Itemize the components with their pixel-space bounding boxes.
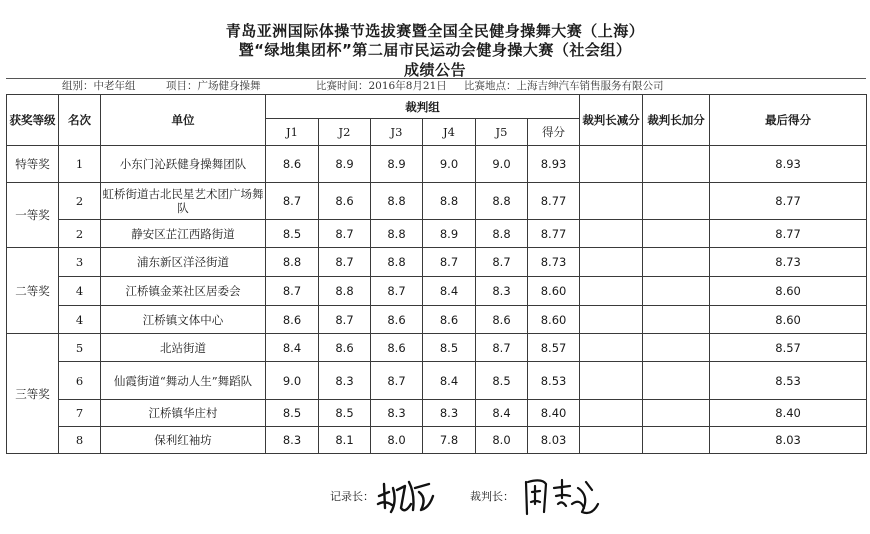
header-score: 得分: [528, 119, 580, 146]
rank-cell: 5: [59, 334, 101, 362]
plus-cell: [643, 220, 710, 248]
score-cell: 8.73: [528, 248, 580, 277]
j2-cell: 8.1: [319, 427, 371, 454]
j4-cell: 8.4: [423, 277, 476, 306]
info-bar: [6, 78, 866, 95]
j1-cell: 8.5: [266, 400, 319, 427]
j1-cell: 8.3: [266, 427, 319, 454]
j1-cell: 8.7: [266, 183, 319, 220]
table-row: [7, 427, 867, 454]
unit-cell: 北站街道: [101, 334, 266, 362]
j3-cell: 8.6: [371, 334, 423, 362]
plus-cell: [643, 306, 710, 334]
j4-cell: 8.6: [423, 306, 476, 334]
award-cell: 三等奖: [7, 334, 59, 454]
score-cell: 8.57: [528, 334, 580, 362]
j2-cell: 8.7: [319, 220, 371, 248]
score-cell: 8.03: [528, 427, 580, 454]
final-cell: 8.93: [710, 146, 867, 183]
unit-cell: 小东门沁跃健身操舞团队: [101, 146, 266, 183]
rank-cell: 8: [59, 427, 101, 454]
j2-cell: 8.5: [319, 400, 371, 427]
j1-cell: 8.6: [266, 306, 319, 334]
header-award: 获奖等级: [7, 95, 59, 146]
score-cell: 8.40: [528, 400, 580, 427]
minus-cell: [580, 306, 643, 334]
header-j3: J3: [371, 119, 423, 146]
header-j5: J5: [476, 119, 528, 146]
minus-cell: [580, 248, 643, 277]
judge-signature: [520, 474, 602, 520]
table-row: [7, 248, 867, 277]
final-cell: 8.60: [710, 306, 867, 334]
unit-cell: 浦东新区洋泾街道: [101, 248, 266, 277]
j3-cell: 8.3: [371, 400, 423, 427]
j3-cell: 8.8: [371, 183, 423, 220]
plus-cell: [643, 362, 710, 400]
j5-cell: 8.7: [476, 248, 528, 277]
header-judges: 裁判组: [266, 95, 580, 119]
award-cell: 特等奖: [7, 146, 59, 183]
final-cell: 8.77: [710, 220, 867, 248]
minus-cell: [580, 427, 643, 454]
j2-cell: 8.6: [319, 334, 371, 362]
rank-cell: 7: [59, 400, 101, 427]
rank-cell: 6: [59, 362, 101, 400]
score-cell: 8.77: [528, 220, 580, 248]
plus-cell: [643, 400, 710, 427]
table-row: [7, 400, 867, 427]
title-line-1: 青岛亚洲国际体操节选拔赛暨全国全民健身操舞大赛（上海）: [225, 22, 645, 40]
j5-cell: 8.6: [476, 306, 528, 334]
info-group: 组别：中老年组: [62, 80, 136, 92]
j2-cell: 8.7: [319, 248, 371, 277]
unit-cell: 静安区芷江西路街道: [101, 220, 266, 248]
j1-cell: 8.4: [266, 334, 319, 362]
j1-cell: 8.8: [266, 248, 319, 277]
unit-cell: 保利红袖坊: [101, 427, 266, 454]
recorder-label: 记录长：: [330, 490, 374, 503]
j1-cell: 8.7: [266, 277, 319, 306]
j2-cell: 8.3: [319, 362, 371, 400]
table-row: [7, 146, 867, 183]
j3-cell: 8.8: [371, 248, 423, 277]
j3-cell: 8.7: [371, 277, 423, 306]
rank-cell: 1: [59, 146, 101, 183]
unit-cell: 江桥镇文体中心: [101, 306, 266, 334]
j2-cell: 8.6: [319, 183, 371, 220]
unit-cell: 仙霞街道“舞动人生”舞蹈队: [101, 362, 266, 400]
j4-cell: 8.8: [423, 183, 476, 220]
award-cell: 二等奖: [7, 248, 59, 334]
plus-cell: [643, 183, 710, 220]
final-cell: 8.03: [710, 427, 867, 454]
table-row: [7, 334, 867, 362]
award-cell: 一等奖: [7, 183, 59, 248]
final-cell: 8.40: [710, 400, 867, 427]
title-line-2: 暨“绿地集团杯”第二届市民运动会健身操大赛（社会组）: [238, 41, 632, 59]
score-cell: 8.60: [528, 306, 580, 334]
j5-cell: 8.8: [476, 183, 528, 220]
score-cell: 8.60: [528, 277, 580, 306]
unit-cell: 江桥镇华庄村: [101, 400, 266, 427]
table-row: [7, 183, 867, 220]
score-cell: 8.53: [528, 362, 580, 400]
plus-cell: [643, 248, 710, 277]
results-table: [6, 94, 867, 454]
j4-cell: 8.4: [423, 362, 476, 400]
score-cell: 8.93: [528, 146, 580, 183]
final-cell: 8.73: [710, 248, 867, 277]
rank-cell: 3: [59, 248, 101, 277]
header-j1: J1: [266, 119, 319, 146]
minus-cell: [580, 183, 643, 220]
final-cell: 8.60: [710, 277, 867, 306]
header-j2: J2: [319, 119, 371, 146]
plus-cell: [643, 277, 710, 306]
table-row: [7, 362, 867, 400]
j5-cell: 9.0: [476, 146, 528, 183]
final-cell: 8.53: [710, 362, 867, 400]
j5-cell: 8.0: [476, 427, 528, 454]
j5-cell: 8.5: [476, 362, 528, 400]
header-plus: 裁判长加分: [643, 95, 710, 146]
j1-cell: 9.0: [266, 362, 319, 400]
j5-cell: 8.8: [476, 220, 528, 248]
table-row: [7, 277, 867, 306]
table-row: [7, 306, 867, 334]
plus-cell: [643, 146, 710, 183]
j3-cell: 8.6: [371, 306, 423, 334]
score-cell: 8.77: [528, 183, 580, 220]
minus-cell: [580, 220, 643, 248]
j2-cell: 8.8: [319, 277, 371, 306]
final-cell: 8.77: [710, 183, 867, 220]
j3-cell: 8.0: [371, 427, 423, 454]
header-final: 最后得分: [710, 95, 867, 146]
judge-label: 裁判长：: [470, 490, 514, 503]
minus-cell: [580, 334, 643, 362]
rank-cell: 4: [59, 277, 101, 306]
j3-cell: 8.7: [371, 362, 423, 400]
info-time: 比赛时间：2016年8月21日: [316, 80, 447, 92]
j5-cell: 8.3: [476, 277, 528, 306]
j2-cell: 8.7: [319, 306, 371, 334]
minus-cell: [580, 362, 643, 400]
info-place: 比赛地点：上海吉绅汽车销售服务有限公司: [464, 80, 664, 92]
j4-cell: 9.0: [423, 146, 476, 183]
minus-cell: [580, 400, 643, 427]
minus-cell: [580, 146, 643, 183]
j2-cell: 8.9: [319, 146, 371, 183]
header-rank: 名次: [59, 95, 101, 146]
header-minus: 裁判长减分: [580, 95, 643, 146]
j4-cell: 7.8: [423, 427, 476, 454]
minus-cell: [580, 277, 643, 306]
header-unit: 单位: [101, 95, 266, 146]
j4-cell: 8.3: [423, 400, 476, 427]
info-project: 项目：广场健身操舞: [166, 80, 261, 92]
title-line-3: 成绩公告: [403, 61, 466, 79]
j4-cell: 8.7: [423, 248, 476, 277]
table-row: [7, 220, 867, 248]
j5-cell: 8.7: [476, 334, 528, 362]
j4-cell: 8.9: [423, 220, 476, 248]
rank-cell: 2: [59, 220, 101, 248]
header-j4: J4: [423, 119, 476, 146]
unit-cell: 虹桥街道古北民星艺术团广场舞队: [101, 183, 266, 220]
rank-cell: 4: [59, 306, 101, 334]
final-cell: 8.57: [710, 334, 867, 362]
plus-cell: [643, 334, 710, 362]
j1-cell: 8.6: [266, 146, 319, 183]
j1-cell: 8.5: [266, 220, 319, 248]
j3-cell: 8.8: [371, 220, 423, 248]
j3-cell: 8.9: [371, 146, 423, 183]
j5-cell: 8.4: [476, 400, 528, 427]
j4-cell: 8.5: [423, 334, 476, 362]
unit-cell: 江桥镇金莱社区居委会: [101, 277, 266, 306]
recorder-signature: [375, 474, 437, 518]
plus-cell: [643, 427, 710, 454]
rank-cell: 2: [59, 183, 101, 220]
